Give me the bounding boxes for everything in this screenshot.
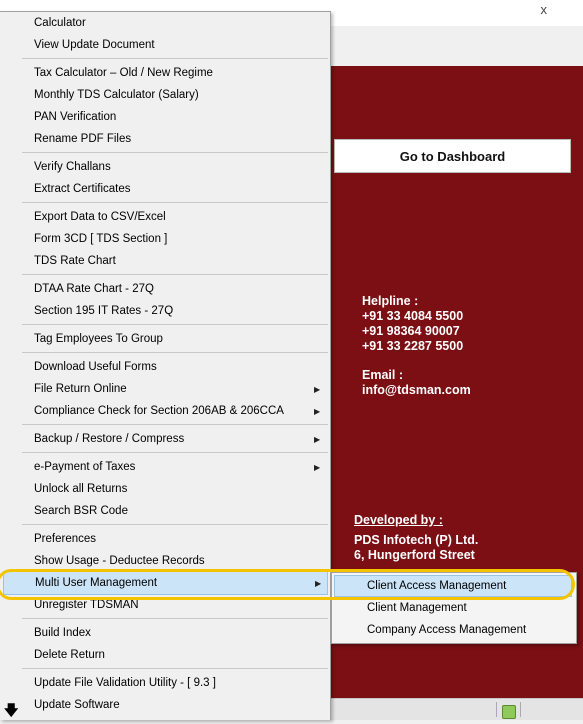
menu-item-section-195-it-rates-27q[interactable] (22, 300, 328, 322)
submenu-arrow-icon: ▶ (314, 406, 321, 416)
submenu-item-label: Client Access Management (367, 580, 507, 592)
menu-item-form-3cd-tds-section[interactable] (22, 228, 328, 250)
menu-separator (22, 524, 328, 525)
menu-item-label: TDS Rate Chart (34, 255, 116, 267)
menu-item-view-update-document[interactable] (22, 34, 328, 56)
menu-item-label: Section 195 IT Rates - 27Q (34, 305, 174, 317)
menu-item-label: File Return Online (34, 383, 127, 395)
menu-item-label: Download Useful Forms (34, 361, 157, 373)
menu-separator (22, 58, 328, 59)
close-icon[interactable]: x (540, 2, 547, 17)
menu-separator (22, 202, 328, 203)
menu-item-label: Calculator (34, 17, 86, 29)
menu-separator (22, 152, 328, 153)
menu-item-tds-rate-chart[interactable] (22, 250, 328, 272)
developed-by-label: Developed by : (354, 513, 443, 527)
submenu-item-client-management[interactable] (332, 597, 576, 619)
submenu-arrow-icon: ▶ (314, 462, 321, 472)
menu-item-label: Delete Return (34, 649, 105, 661)
menu-item-label: View Update Document (34, 39, 155, 51)
menu-item-calculator[interactable] (22, 12, 328, 34)
menu-item-search-bsr-code[interactable] (22, 500, 328, 522)
submenu-arrow-icon: ▶ (314, 434, 321, 444)
menu-item-compliance-check-for-section-206ab-206cca[interactable] (22, 400, 328, 422)
go-to-dashboard-button[interactable]: Go to Dashboard (334, 139, 571, 173)
menu-item-label: Compliance Check for Section 206AB & 206CCA (34, 405, 284, 417)
status-bar (330, 698, 583, 720)
company-street: 6, Hungerford Street (354, 548, 475, 562)
menu-item-label: Form 3CD [ TDS Section ] (34, 233, 168, 245)
menu-item-label: Export Data to CSV/Excel (34, 211, 166, 223)
menu-item-label: Multi User Management (35, 577, 158, 589)
menu-item-label: Extract Certificates (34, 183, 131, 195)
submenu-arrow-icon: ▶ (314, 384, 321, 394)
menu-item-label: Verify Challans (34, 161, 111, 173)
company-name: PDS Infotech (P) Ltd. (354, 533, 479, 547)
menu-separator (22, 274, 328, 275)
menu-item-file-return-online[interactable] (22, 378, 328, 400)
menu-item-unregister-tdsman[interactable] (22, 594, 328, 616)
menu-separator (22, 324, 328, 325)
menu-item-label: Build Index (34, 627, 91, 639)
database-icon (502, 705, 516, 719)
menu-item-show-usage-deductee-records[interactable] (22, 550, 328, 572)
helpline-phone-2: +91 98364 90007 (362, 324, 460, 338)
helpline-label: Helpline : (362, 294, 419, 308)
menu-separator (22, 352, 328, 353)
menu-separator (22, 452, 328, 453)
menu-item-label: DTAA Rate Chart - 27Q (34, 283, 154, 295)
menu-item-rename-pdf-files[interactable] (22, 128, 328, 150)
menu-item-label: Tax Calculator – Old / New Regime (34, 67, 213, 79)
status-divider (520, 702, 521, 717)
menu-item-label: Tag Employees To Group (34, 333, 163, 345)
menu-item-update-software[interactable] (22, 694, 328, 716)
menu-item-multi-user-management[interactable] (3, 571, 328, 595)
menu-item-tag-employees-to-group[interactable] (22, 328, 328, 350)
email-address: info@tdsman.com (362, 383, 471, 397)
menu-item-label: Update Software (34, 699, 120, 711)
menu-item-export-data-to-csv-excel[interactable] (22, 206, 328, 228)
submenu-arrow-icon: ▶ (315, 578, 322, 588)
submenu-item-label: Client Management (367, 602, 467, 614)
menu-item-tax-calculator-old-new-regime[interactable] (22, 62, 328, 84)
menu-item-label: Update File Validation Utility - [ 9.3 ] (34, 677, 216, 689)
menu-item-label: Backup / Restore / Compress (34, 433, 185, 445)
menu-separator (22, 424, 328, 425)
menu-item-build-index[interactable] (22, 622, 328, 644)
menu-item-monthly-tds-calculator-salary[interactable] (22, 84, 328, 106)
submenu-item-label: Company Access Management (367, 624, 527, 636)
menu-item-delete-return[interactable] (22, 644, 328, 666)
menu-item-label: Unlock all Returns (34, 483, 128, 495)
menu-item-unlock-all-returns[interactable] (22, 478, 328, 500)
status-divider (496, 702, 497, 717)
menu-item-update-file-validation-utility-9-3[interactable] (22, 672, 328, 694)
menu-item-preferences[interactable] (22, 528, 328, 550)
menu-item-label: PAN Verification (34, 111, 117, 123)
submenu-item-company-access-management[interactable] (332, 619, 576, 641)
menu-item-backup-restore-compress[interactable] (22, 428, 328, 450)
menu-separator (22, 618, 328, 619)
menu-item-e-payment-of-taxes[interactable] (22, 456, 328, 478)
menu-item-label: e-Payment of Taxes (34, 461, 136, 473)
menu-item-extract-certificates[interactable] (22, 178, 328, 200)
helpline-phone-1: +91 33 4084 5500 (362, 309, 464, 323)
scroll-down-arrow-icon[interactable]: 🡇 (4, 702, 19, 718)
menu-item-verify-challans[interactable] (22, 156, 328, 178)
menu-item-label: Search BSR Code (34, 505, 128, 517)
menu-item-label: Monthly TDS Calculator (Salary) (34, 89, 199, 101)
helpline-phone-3: +91 33 2287 5500 (362, 339, 464, 353)
menu-item-label: Show Usage - Deductee Records (34, 555, 205, 567)
email-label: Email : (362, 368, 403, 382)
menu-item-download-useful-forms[interactable] (22, 356, 328, 378)
menu-item-pan-verification[interactable] (22, 106, 328, 128)
menu-item-label: Preferences (34, 533, 97, 545)
menu-separator (22, 668, 328, 669)
tools-context-menu (0, 11, 331, 720)
multi-user-submenu (331, 572, 577, 644)
menu-item-label: Unregister TDSMAN (34, 599, 139, 611)
menu-item-label: Rename PDF Files (34, 133, 132, 145)
submenu-item-client-access-management[interactable] (334, 575, 572, 597)
menu-item-dtaa-rate-chart-27q[interactable] (22, 278, 328, 300)
